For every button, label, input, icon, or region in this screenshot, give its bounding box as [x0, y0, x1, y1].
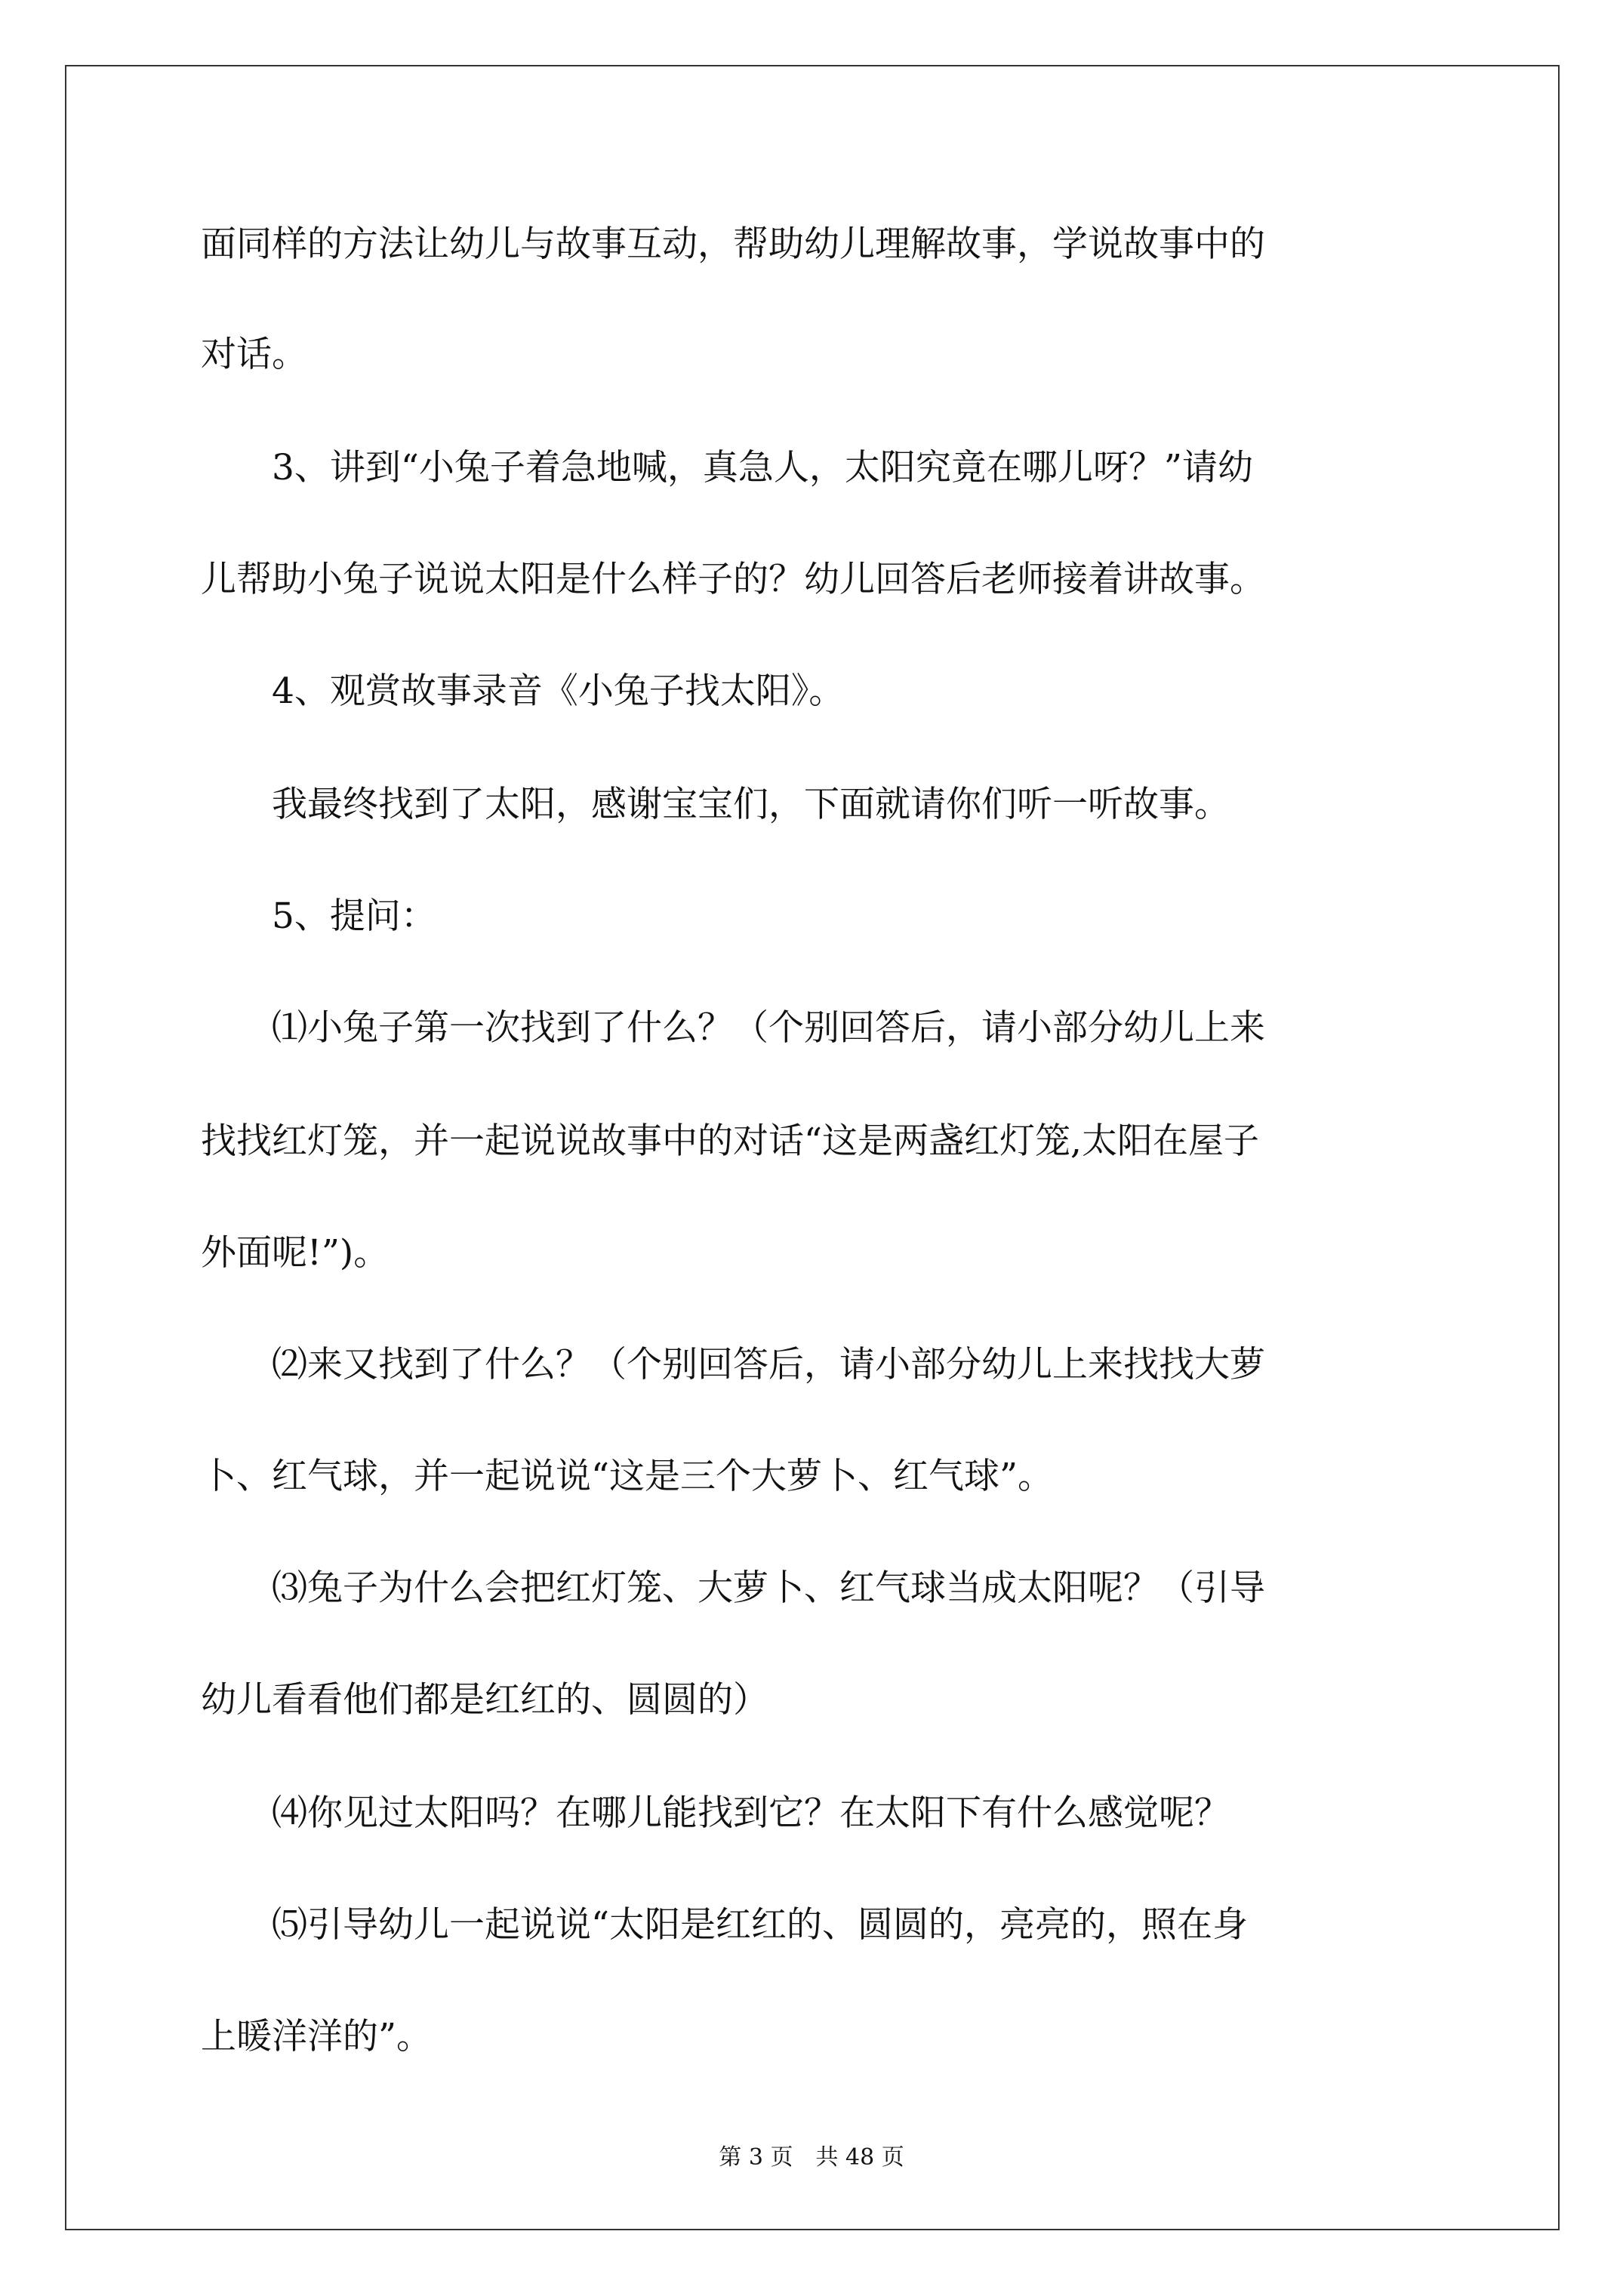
paragraph-line: 外面呢!”)。	[201, 1232, 390, 1274]
page-footer: 第 3 页 共 48 页	[719, 2144, 904, 2171]
paragraph-line: 卜、红气球，并一起说说“这是三个大萝卜、红气球”。	[201, 1456, 1054, 1497]
paragraph-line: ⑷你见过太阳吗？在哪儿能找到它？在太阳下有什么感觉呢？	[272, 1792, 1230, 1834]
paragraph-line: ⑶兔子为什么会把红灯笼、大萝卜、红气球当成太阳呢？（引导	[272, 1567, 1265, 1609]
paragraph-line: ⑴小兔子第一次找到了什么？（个别回答后，请小部分幼儿上来	[272, 1007, 1265, 1049]
paragraph-line: 面同样的方法让幼儿与故事互动，帮助幼儿理解故事，学说故事中的	[201, 223, 1265, 265]
paragraph-line: 5、提问：	[272, 895, 436, 937]
paragraph-line: 找找红灯笼，并一起说说故事中的对话“这是两盏红灯笼,太阳在屋子	[201, 1120, 1259, 1162]
paragraph-line: 幼儿看看他们都是红红的、圆圆的）	[201, 1679, 768, 1721]
paragraph-line: 我最终找到了太阳，感谢宝宝们，下面就请你们听一听故事。	[272, 784, 1230, 825]
paragraph-line: 儿帮助小兔子说说太阳是什么样子的？幼儿回答后老师接着讲故事。	[201, 559, 1265, 600]
paragraph-line: ⑵来又找到了什么？（个别回答后，请小部分幼儿上来找找大萝	[272, 1344, 1265, 1385]
paragraph-line: 4、观赏故事录音《小兔子找太阳》。	[272, 670, 845, 712]
paragraph-line: 3、讲到“小兔子着急地喊，真急人，太阳究竟在哪儿呀？”请幼	[272, 447, 1253, 488]
paragraph-line: ⑸引导幼儿一起说说“太阳是红红的、圆圆的，亮亮的，照在身	[272, 1904, 1249, 1946]
paragraph-line: 上暖洋洋的”。	[201, 2016, 433, 2057]
paragraph-line: 对话。	[201, 334, 307, 375]
